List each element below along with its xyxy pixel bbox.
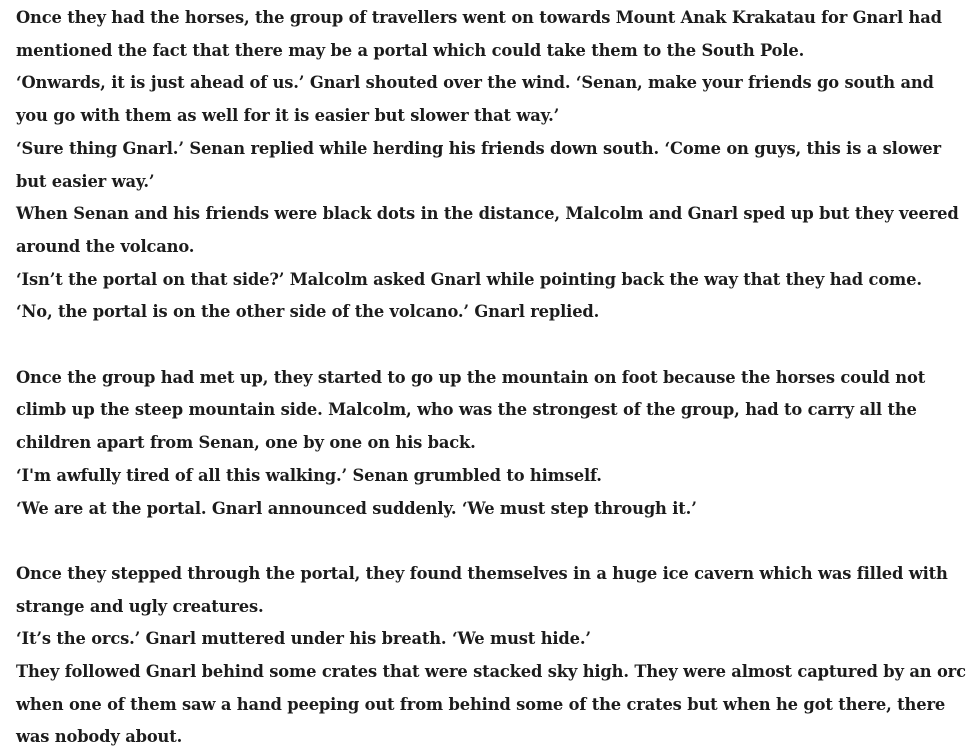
paragraph: ‘Onwards, it is just ahead of us.’ Gnarl shouted over the wind. ‘Senan, make your friends go south and you go with them as well for it is easier but slower that way.’	[16, 73, 934, 126]
paragraph: When Senan and his friends were black dots in the distance, Malcolm and Gnarl sped up but they veered around the volcano.	[16, 204, 959, 256]
paragraph: ‘Sure thing Gnarl.’ Senan replied while herding his friends down south. ‘Come on guys, this is a slower but easier way.’	[16, 138, 941, 191]
section-spacer	[16, 329, 966, 362]
paragraph: ‘We are at the portal. Gnarl announced suddenly. ‘We must step through it.’	[16, 498, 697, 518]
paragraph: Once they had the horses, the group of travellers went on towards Mount Anak Krakatau for Gnarl had mentioned the fact that there may be a portal which could take them to the South Pole.	[16, 8, 942, 60]
paragraph: ‘I'm awfully tired of all this walking.’ Senan grumbled to himself.	[16, 465, 602, 485]
paragraph: ‘No, the portal is on the other side of the volcano.’ Gnarl replied.	[16, 302, 600, 322]
paragraph: Once the group had met up, they started to go up the mountain on foot because the horses could not climb up the steep mountain side. Malcolm, who was the strongest of the group, had to carry all the children apart from Senan, one by one on his back.	[16, 367, 926, 453]
section-spacer	[16, 525, 966, 558]
paragraph: ‘It’s the orcs.’ Gnarl muttered under his breath. ‘We must hide.’	[16, 629, 591, 649]
story-section-1	[16, 2, 966, 329]
story-section-2	[16, 362, 966, 526]
paragraph: Once they stepped through the portal, they found themselves in a huge ice cavern which was filled with strange and ugly creatures.	[16, 563, 948, 616]
paragraph: ‘Isn’t the portal on that side?’ Malcolm asked Gnarl while pointing back the way that they had come.	[16, 269, 922, 289]
story-section-3	[16, 558, 966, 754]
paragraph: They followed Gnarl behind some crates that were stacked sky high. They were almost captured by an orc when one of them saw a hand peeping out from behind some of the crates but when he got there, there was nobody about.	[16, 662, 966, 747]
